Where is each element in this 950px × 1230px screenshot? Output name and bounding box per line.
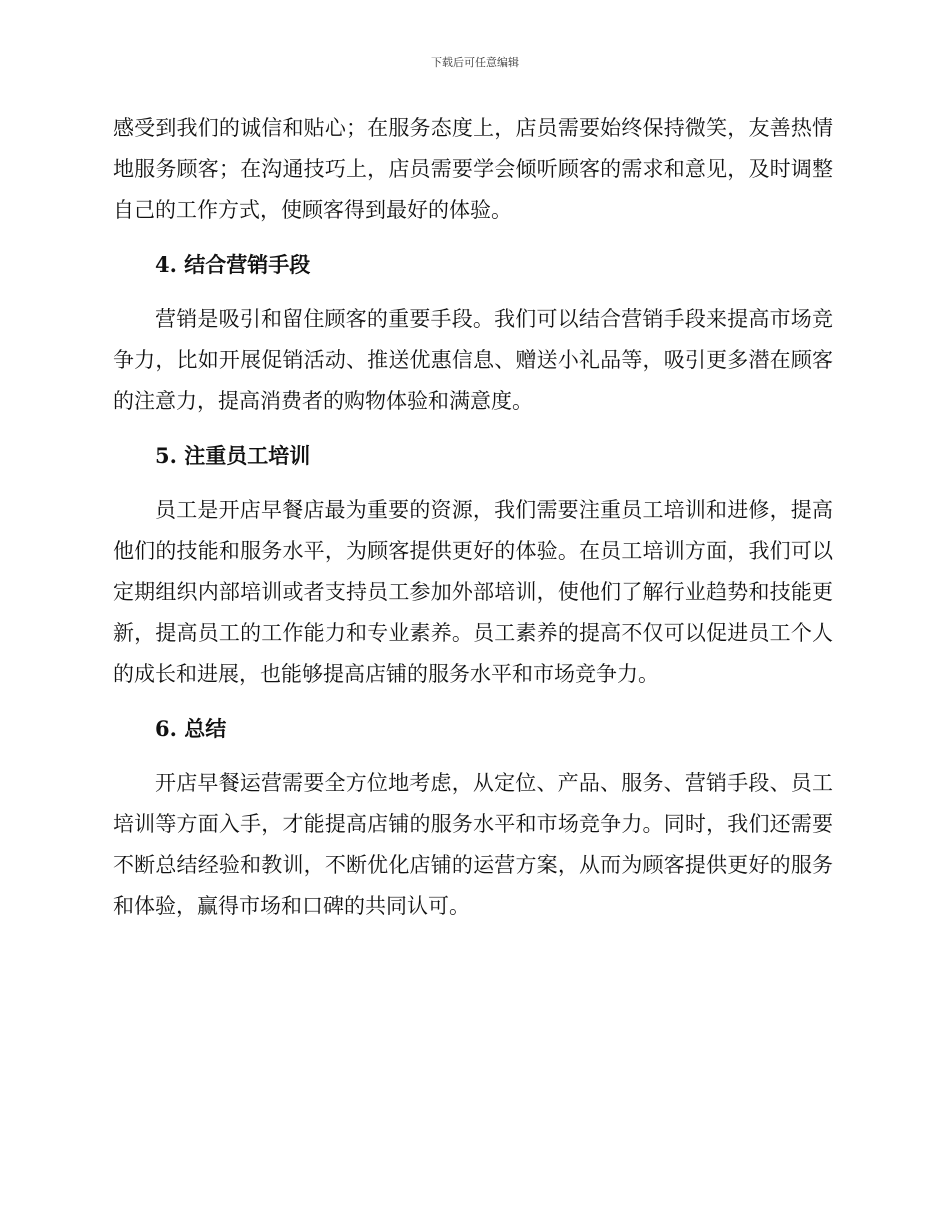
section-heading-summary: 6. 总结	[155, 716, 227, 741]
page-header: 下载后可任意编辑	[431, 56, 519, 69]
paragraph-continued: 感受到我们的诚信和贴心；在服务态度上，店员需要始终保持微笑，友善热情地服务顾客；在沟通技巧上，店员需要学会倾听顾客的需求和意见，及时调整自己的工作方式，使顾客得到最好的体验。	[113, 116, 833, 222]
paragraph-summary: 开店早餐运营需要全方位地考虑，从定位、产品、服务、营销手段、员工培训等方面入手，才能提高店铺的服务水平和市场竞争力。同时，我们还需要不断总结经验和教训，不断优化店铺的运营方案，从而为顾客提供更好的服务和体验，赢得市场和口碑的共同认可。	[113, 771, 833, 918]
paragraph-marketing: 营销是吸引和留住顾客的重要手段。我们可以结合营销手段来提高市场竞争力，比如开展促销活动、推送优惠信息、赠送小礼品等，吸引更多潜在顾客的注意力，提高消费者的购物体验和满意度。	[113, 307, 833, 413]
paragraph-training: 员工是开店早餐店最为重要的资源，我们需要注重员工培训和进修，提高他们的技能和服务水平，为顾客提供更好的体验。在员工培训方面，我们可以定期组织内部培训或者支持员工参加外部培训，使他们了解行业趋势和技能更新，提高员工的工作能力和专业素养。员工素养的提高不仅可以促进员工个人的成长和进展，也能够提高店铺的服务水平和市场竞争力。	[113, 498, 833, 686]
section-heading-marketing: 4. 结合营销手段	[155, 252, 311, 277]
section-heading-training: 5. 注重员工培训	[155, 443, 311, 468]
document-body	[113, 108, 833, 927]
